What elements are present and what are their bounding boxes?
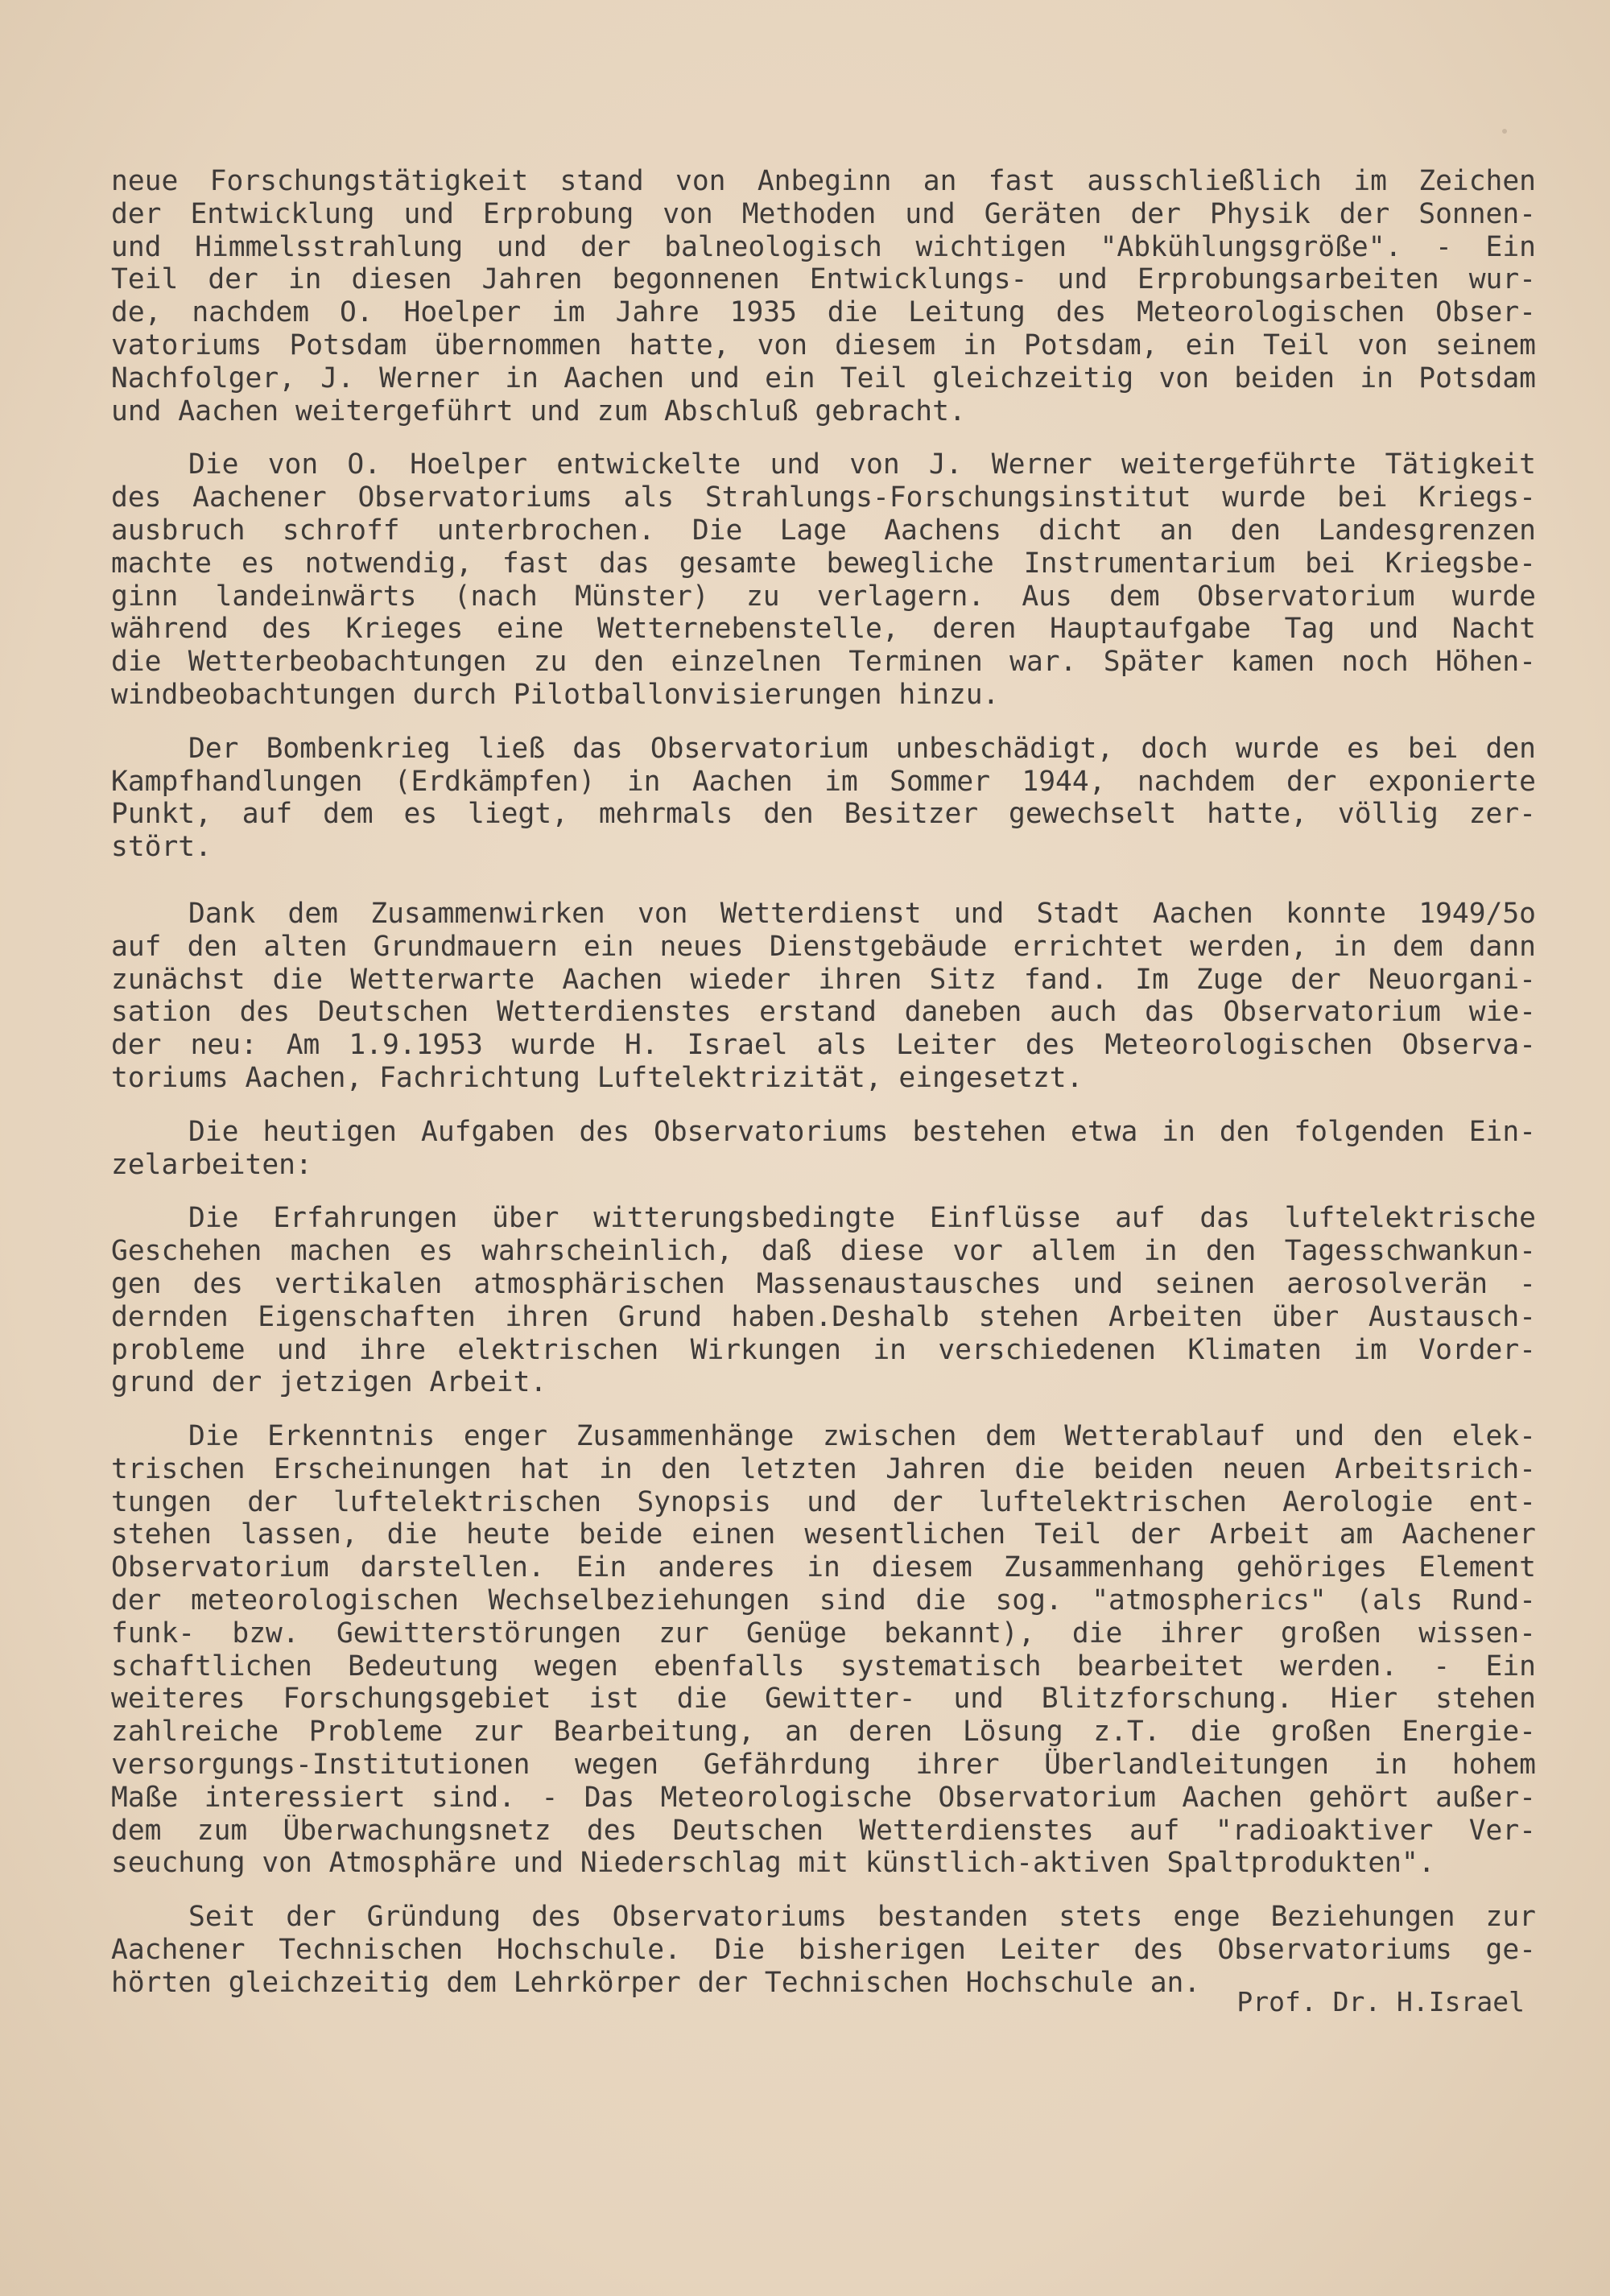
text-line: Die von O. Hoelper entwickelte und von J. Werner weitergeführte Tätigkeit (188, 448, 1536, 481)
paragraph (111, 448, 1536, 711)
paragraph (111, 1420, 1536, 1880)
paragraph (111, 1202, 1536, 1399)
text-line: der meteorologischen Wechselbeziehungen sind die sog. "atmospherics" (als Rund- (111, 1584, 1536, 1617)
text-line: schaftlichen Bedeutung wegen ebenfalls systematisch bearbeitet werden. - Ein (111, 1650, 1536, 1683)
paragraph (111, 165, 1536, 427)
paragraph-gap (111, 1095, 1536, 1116)
text-line: Die Erfahrungen über witterungsbedingte Einflüsse auf das luftelektrische (188, 1202, 1536, 1235)
text-line: stehen lassen, die heute beide einen wesentlichen Teil der Arbeit am Aachener (111, 1518, 1536, 1551)
text-line: sation des Deutschen Wetterdienstes erstand daneben auch das Observatorium wie- (111, 996, 1536, 1029)
text-line: Dank dem Zusammenwirken von Wetterdienst und Stadt Aachen konnte 1949/5o (188, 897, 1536, 930)
text-line: gen des vertikalen atmosphärischen Massenaustausches und seinen aerosolverän - (111, 1267, 1536, 1300)
text-line: grund der jetzigen Arbeit. (111, 1366, 547, 1399)
paragraph-gap (111, 427, 1536, 448)
text-line: seuchung von Atmosphäre und Niederschlag mit künstlich-aktiven Spaltprodukten". (111, 1847, 1435, 1880)
text-line: Punkt, auf dem es liegt, mehrmals den Besitzer gewechselt hatte, völlig zer- (111, 798, 1536, 831)
text-line: Die heutigen Aufgaben des Observatoriums bestehen etwa in den folgenden Ein- (188, 1115, 1536, 1148)
text-line: und Aachen weitergeführt und zum Abschluß gebracht. (111, 394, 966, 427)
paragraph-gap (111, 864, 1536, 898)
text-line: weiteres Forschungsgebiet ist die Gewitter- und Blitzforschung. Hier stehen (111, 1683, 1536, 1716)
text-line: zunächst die Wetterwarte Aachen wieder ihren Sitz fand. Im Zuge der Neuorgani- (111, 963, 1536, 996)
document-body (111, 165, 1536, 2000)
text-line: dernden Eigenschaften ihren Grund haben.Deshalb stehen Arbeiten über Austausch- (111, 1300, 1536, 1333)
paragraph (111, 1901, 1536, 1999)
text-line: versorgungs-Institutionen wegen Gefährdung ihrer Überlandleitungen in hohem (111, 1749, 1536, 1782)
text-line: dem zum Überwachungsnetz des Deutschen Wetterdienstes auf "radioaktiver Ver- (111, 1814, 1536, 1847)
text-line: ausbruch schroff unterbrochen. Die Lage Aachens dicht an den Landesgrenzen (111, 514, 1536, 547)
text-line: Die Erkenntnis enger Zusammenhänge zwischen dem Wetterablauf und den elek- (188, 1420, 1536, 1453)
text-line: während des Krieges eine Wetternebenstelle, deren Hauptaufgabe Tag und Nacht (111, 613, 1536, 646)
paragraph-gap (111, 1880, 1536, 1901)
text-line: zahlreiche Probleme zur Bearbeitung, an deren Lösung z.T. die großen Energie- (111, 1716, 1536, 1749)
paragraph-gap (111, 1399, 1536, 1420)
text-line: stört. (111, 831, 212, 864)
text-line: machte es notwendig, fast das gesamte bewegliche Instrumentarium bei Kriegsbe- (111, 547, 1536, 580)
text-line: der Entwicklung und Erprobung von Methoden und Geräten der Physik der Sonnen- (111, 197, 1536, 230)
text-line: funk- bzw. Gewitterstörungen zur Genüge bekannt), die ihrer großen wissen- (111, 1617, 1536, 1650)
text-line: Kampfhandlungen (Erdkämpfen) in Aachen im Sommer 1944, nachdem der exponierte (111, 765, 1536, 798)
text-line: neue Forschungstätigkeit stand von Anbeginn an fast ausschließlich im Zeichen (111, 165, 1536, 197)
text-line: und Himmelsstrahlung und der balneologisch wichtigen "Abkühlungsgröße". - Ein (111, 230, 1536, 263)
text-line: Der Bombenkrieg ließ das Observatorium unbeschädigt, doch wurde es bei den (188, 732, 1536, 765)
paragraph-gap (111, 712, 1536, 733)
text-line: windbeobachtungen durch Pilotballonvisierungen hinzu. (111, 678, 1000, 711)
text-line: die Wetterbeobachtungen zu den einzelnen Terminen war. Später kamen noch Höhen- (111, 646, 1536, 679)
text-line: Maße interessiert sind. - Das Meteorologische Observatorium Aachen gehört außer- (111, 1781, 1536, 1814)
text-line: Aachener Technischen Hochschule. Die bisherigen Leiter des Observatoriums ge- (111, 1934, 1536, 1967)
paragraph (111, 1116, 1536, 1182)
text-line: toriums Aachen, Fachrichtung Luftelektrizität, eingesetzt. (111, 1061, 1084, 1094)
text-line: auf den alten Grundmauern ein neues Dienstgebäude errichtet werden, in dem dann (111, 930, 1536, 963)
text-line: zelarbeiten: (111, 1148, 312, 1181)
text-line: tungen der luftelektrischen Synopsis und der luftelektrischen Aerologie ent- (111, 1485, 1536, 1518)
paragraph (111, 733, 1536, 864)
text-line: trischen Erscheinungen hat in den letzten Jahren die beiden neuen Arbeitsrich- (111, 1452, 1536, 1485)
paragraph (111, 898, 1536, 1095)
text-line: hörten gleichzeitig dem Lehrkörper der Technischen Hochschule an. (111, 1966, 1201, 1999)
text-line: Geschehen machen es wahrscheinlich, daß diese vor allem in den Tagesschwankun- (111, 1235, 1536, 1268)
text-line: der neu: Am 1.9.1953 wurde H. Israel als Leiter des Meteorologischen Observa- (111, 1029, 1536, 1062)
text-line: Seit der Gründung des Observatoriums bestanden stets enge Beziehungen zur (188, 1901, 1536, 1934)
text-line: Teil der in diesen Jahren begonnenen Entwicklungs- und Erprobungsarbeiten wur- (111, 263, 1536, 296)
signature: Prof. Dr. H.Israel (1236, 1986, 1525, 2017)
text-line: vatoriums Potsdam übernommen hatte, von diesem in Potsdam, ein Teil von seinem (111, 328, 1536, 361)
text-line: Observatorium darstellen. Ein anderes in diesem Zusammenhang gehöriges Element (111, 1551, 1536, 1584)
text-line: Nachfolger, J. Werner in Aachen und ein Teil gleichzeitig von beiden in Potsdam (111, 361, 1536, 394)
text-line: probleme und ihre elektrischen Wirkungen in verschiedenen Klimaten im Vorder- (111, 1333, 1536, 1366)
text-line: ginn landeinwärts (nach Münster) zu verlagern. Aus dem Observatorium wurde (111, 580, 1536, 613)
text-line: de, nachdem O. Hoelper im Jahre 1935 die Leitung des Meteorologischen Obser- (111, 296, 1536, 329)
paragraph-gap (111, 1181, 1536, 1202)
text-line: des Aachener Observatoriums als Strahlungs-Forschungsinstitut wurde bei Kriegs- (111, 481, 1536, 514)
paper-mark (1502, 129, 1507, 134)
